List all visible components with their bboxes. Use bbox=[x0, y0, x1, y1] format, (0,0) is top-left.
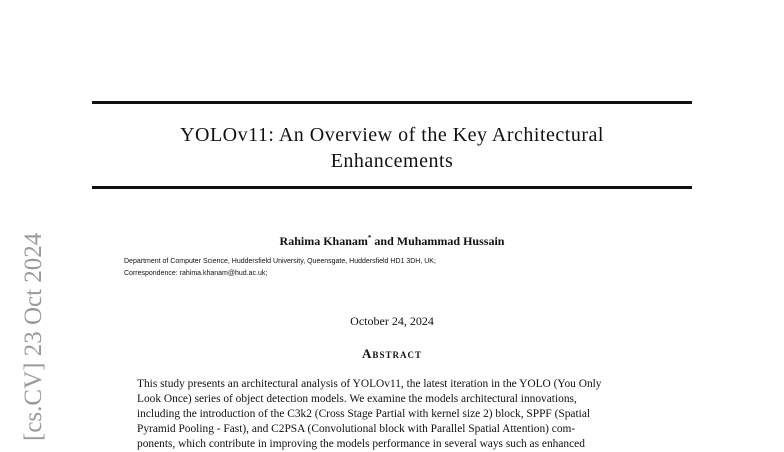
title-rule-top bbox=[92, 101, 692, 104]
correspondence-mark: * bbox=[367, 234, 372, 242]
abstract-line: including the introduction of the C3k2 (Cross Stage Partial with kernel size 2) block, SPPF (Spatial bbox=[137, 408, 591, 420]
publication-date: October 24, 2024 bbox=[350, 314, 434, 328]
affiliation-correspondence: Correspondence: rahima.khanam@hud.ac.uk; bbox=[124, 270, 268, 277]
abstract-line: Pyramid Pooling - Fast), and C2PSA (Convolutional block with Parallel Spatial Attention) com- bbox=[137, 423, 576, 435]
paper-title-line-2: Enhancements bbox=[330, 150, 454, 172]
abstract-heading: Abstract bbox=[362, 346, 422, 361]
abstract-line: ponents, which contribute in improving the models performance in several ways such as enhanced bbox=[137, 438, 585, 450]
arxiv-side-stamp: [cs.CV] 23 Oct 2024 bbox=[20, 232, 47, 441]
title-rule-bottom bbox=[92, 186, 692, 189]
author-1: Rahima Khanam bbox=[279, 234, 368, 248]
author-2: and Muhammad Hussain bbox=[371, 234, 505, 248]
abstract-line: Look Once) series of object detection models. We examine the models architectural innovations, bbox=[137, 393, 577, 405]
abstract-line: This study presents an architectural analysis of YOLOv11, the latest iteration in the YOLO (You Only bbox=[137, 378, 602, 390]
affiliation-department: Department of Computer Science, Huddersfield University, Queensgate, Huddersfield HD1 3DH, UK; bbox=[124, 258, 436, 265]
paper-title-line-1: YOLOv11: An Overview of the Key Architectural bbox=[180, 124, 604, 146]
author-list bbox=[0, 234, 784, 249]
